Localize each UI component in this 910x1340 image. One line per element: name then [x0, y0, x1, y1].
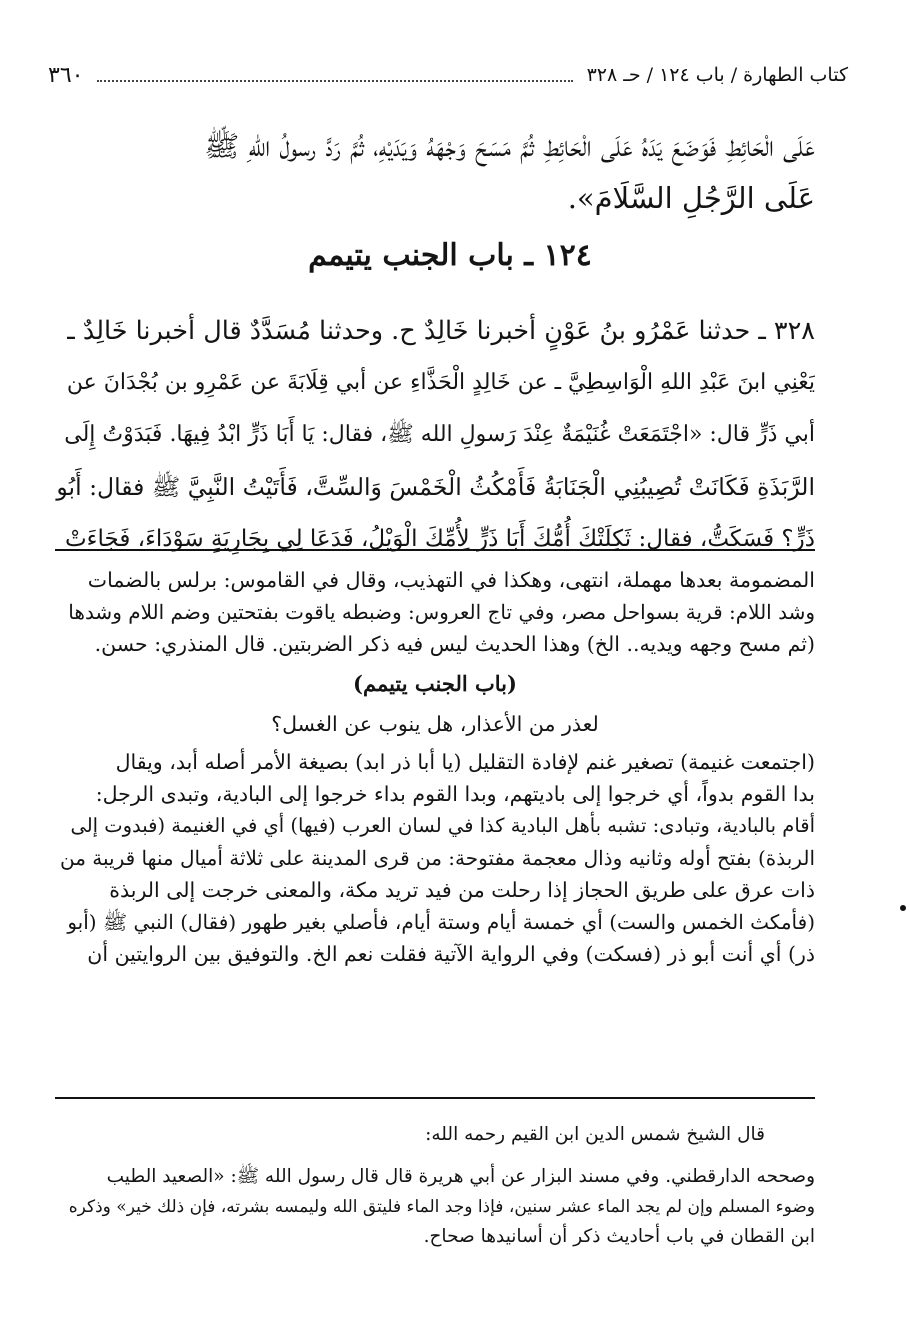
text-line: عَلَى الْحَائِطِ فَوَضَعَ يَدَهُ عَلَى الْحَائِطِ ثُمَّ مَسَحَ وَجْهَهُ وَيَدَيْهِ، ثُمَّ رَدَّ رسولُ اللهِ ﷺ [204, 129, 815, 163]
commentary-chapter-title: (باب الجنب يتيمم) [353, 671, 517, 696]
page-header [48, 58, 848, 92]
header-dotted-leader [97, 68, 572, 82]
commentary-line: بدا القوم بدواً، أي خرجوا إلى باديتهم، وبدا القوم بداء خرجوا إلى البادية، وتبدى الرجل: [95, 782, 815, 806]
margin-dot [900, 905, 906, 911]
commentary-line: المضمومة بعدها مهملة، انتهى، وهكذا في التهذيب، وقال في القاموس: برلس بالضمات [87, 568, 815, 592]
page-number: ٣٦٠ [48, 62, 84, 88]
commentary-line: ذر) أي أنت أبو ذر (فسكت) وفي الرواية الآتية فقلت نعم الخ. والتوفيق بين الروايتين أن [87, 942, 815, 966]
commentary-line: وشد اللام: قرية بسواحل مصر، وفي تاج العروس: وضبطه ياقوت بفتحتين وضم اللام وشدها [68, 600, 815, 624]
footnote-divider [55, 1097, 815, 1099]
commentary-line: (فأمكث الخمس والست) أي خمسة أيام وستة أيام، فأصلي بغير طهور (فقال) النبي ﷺ (أبو [67, 910, 815, 934]
commentary-line: ذات عرق على طريق الحجاز إذا رحلت من فيد تريد مكة، والمعنى خرجت إلى الربذة [109, 878, 815, 902]
main-text-continuation [55, 120, 815, 224]
commentary-question: لعذر من الأعذار، هل ينوب عن الغسل؟ [271, 712, 599, 736]
commentary-section [55, 564, 815, 970]
footnote-line: وصححه الدارقطني. وفي مسند البزار عن أبي هريرة قال قال رسول الله ﷺ: «الصعيد الطيب [106, 1166, 815, 1187]
hadith-line: أبي ذَرٍّ قال: «اجْتَمَعَتْ غُنَيْمَةٌ عِنْدَ رَسولِ الله ﷺ، فقال: يَا أَبَا ذَرٍّ ابْدُ فِيهَا. فَبَدَوْتُ إِلَى [64, 422, 815, 447]
commentary-line: أقام بالبادية، وتبادى: تشبه بأهل البادية كذا في لسان العرب (فيها) أي في الغنيمة (فبدوت إلى [70, 814, 815, 837]
commentary-divider [55, 549, 815, 551]
footnote-line: ابن القطان في باب أحاديث ذكر أن أسانيدها صحاح. [423, 1226, 815, 1247]
hadith-text [55, 305, 815, 565]
running-title: كتاب الطهارة / باب ١٢٤ / حـ ٣٢٨ [586, 64, 848, 86]
hadith-line: ٣٢٨ ـ حدثنا عَمْرُو بنُ عَوْنٍ أخبرنا خَالِدٌ ح. وحدثنا مُسَدَّدٌ قال أخبرنا خَالِدٌ ـ [67, 316, 815, 346]
hadith-line: ذَرٍّ؟ فَسَكَتُّ، فقال: ثَكِلَتْكَ أُمُّكَ أَبَا ذَرٍّ لِأُمِّكَ الْوَيْلُ، فَدَعَا لِي بِجَارِيَةٍ سَوْدَاءَ، فَجَاءَتْ [65, 526, 815, 552]
footnote-attribution: قال الشيخ شمس الدين ابن القيم رحمه الله: [425, 1124, 765, 1145]
text-line: عَلَى الرَّجُلِ السَّلَامَ». [567, 181, 815, 215]
chapter-heading: ١٢٤ ـ باب الجنب يتيمم [308, 238, 592, 273]
footnote-section [55, 1120, 815, 1252]
commentary-line: (ثم مسح وجهه ويديه.. الخ) وهذا الحديث ليس فيه ذكر الضربتين. قال المنذري: حسن. [94, 632, 815, 656]
commentary-line: الربذة) بفتح أوله وثانيه وذال معجمة مفتوحة: من قرى المدينة على ثلاثة أميال منها قريبة من [59, 846, 815, 870]
hadith-line: يَعْنِي ابنَ عَبْدِ اللهِ الْوَاسِطِيَّ ـ عن خَالِدٍ الْحَذَّاءِ عن أبي قِلَابَةَ عن عَمْرِو بن بُجْدَانَ عن [66, 370, 815, 395]
hadith-line: الرَّبَذَةِ فَكَانَتْ تُصِيبُنِي الْجَنَابَةُ فَأَمْكُثُ الْخَمْسَ وَالسِّتَّ، فَأَتَيْتُ النَّبِيَّ ﷺ فقال: أَبُو [56, 473, 815, 501]
footnote-line: وضوء المسلم وإن لم يجد الماء عشر سنين، فإذا وجد الماء فليتق الله وليمسه بشرته، فإن ذلك خير» وذكره [68, 1197, 815, 1217]
commentary-line: (اجتمعت غنيمة) تصغير غنم لإفادة التقليل (يا أبا ذر ابد) بصيغة الأمر أصله أبد، ويقال [115, 750, 815, 774]
